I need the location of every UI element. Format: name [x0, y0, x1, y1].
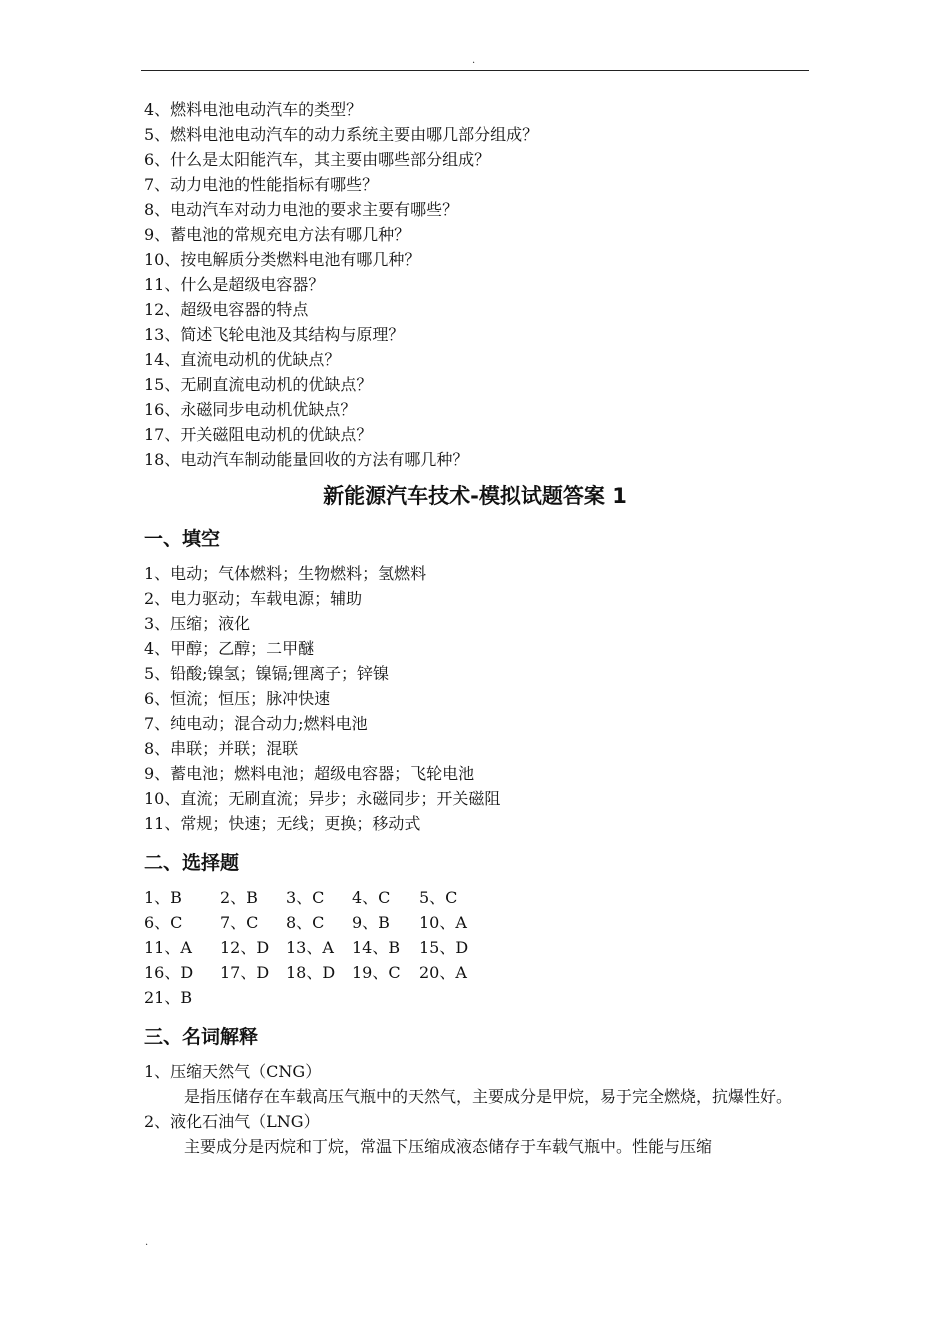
- choice-answer: 1、B: [144, 888, 182, 907]
- choice-answer: 20、A: [419, 963, 467, 982]
- choice-answer: 4、C: [352, 888, 391, 907]
- fill-answer: 10、直流；无刷直流；异步；永磁同步；开关磁阻: [144, 789, 501, 808]
- choice-row: [144, 985, 816, 1010]
- question-item: 7、动力电池的性能指标有哪些？: [144, 175, 379, 194]
- fill-answer: 3、压缩；液化: [144, 614, 251, 633]
- header-rule: [141, 70, 809, 71]
- question-item: 18、电动汽车制动能量回收的方法有哪几种？: [144, 450, 469, 469]
- fill-answer: 8、串联；并联；混联: [144, 739, 299, 758]
- fill-answer: 5、铅酸;镍氢；镍镉;锂离子；锌镍: [144, 664, 389, 683]
- choice-answer: 17、D: [220, 963, 270, 982]
- choice-answer: 19、C: [352, 963, 401, 982]
- choice-row: [144, 935, 816, 960]
- choice-answer: 2、B: [220, 888, 258, 907]
- term-definition: 是指压储存在车载高压气瓶中的天然气，主要成分是甲烷，易于完全燃烧，抗爆性好。: [184, 1087, 793, 1106]
- document-body: [144, 97, 816, 1159]
- question-item: 8、电动汽车对动力电池的要求主要有哪些？: [144, 200, 459, 219]
- fill-answer-list: [144, 561, 816, 836]
- question-item: 4、燃料电池电动汽车的类型？: [144, 100, 363, 119]
- choice-answer-grid: [144, 885, 816, 1010]
- question-item: 15、无刷直流电动机的优缺点？: [144, 375, 373, 394]
- question-item: 16、永磁同步电动机优缺点？: [144, 400, 357, 419]
- choice-answer: 6、C: [144, 913, 183, 932]
- fill-answer: 9、蓄电池；燃料电池；超级电容器；飞轮电池: [144, 764, 475, 783]
- question-item: 14、直流电动机的优缺点？: [144, 350, 341, 369]
- fill-answer: 1、电动；气体燃料；生物燃料；氢燃料: [144, 564, 427, 583]
- choice-answer: 10、A: [419, 913, 467, 932]
- choice-answer: 18、D: [286, 963, 336, 982]
- choice-answer: 3、C: [286, 888, 325, 907]
- choice-answer: 12、D: [220, 938, 270, 957]
- fill-heading: 一、填空: [144, 528, 221, 550]
- header-mark: .: [472, 55, 476, 66]
- choice-answer: 5、C: [419, 888, 458, 907]
- choice-row: [144, 910, 816, 935]
- question-item: 10、按电解质分类燃料电池有哪几种？: [144, 250, 421, 269]
- question-item: 9、蓄电池的常规充电方法有哪几种？: [144, 225, 411, 244]
- choice-heading: 二、选择题: [144, 852, 240, 874]
- question-item: 5、燃料电池电动汽车的动力系统主要由哪几部分组成？: [144, 125, 539, 144]
- question-item: 11、什么是超级电容器？: [144, 275, 325, 294]
- question-item: 13、简述飞轮电池及其结构与原理？: [144, 325, 405, 344]
- choice-answer: 9、B: [352, 913, 390, 932]
- choice-answer: 13、A: [286, 938, 334, 957]
- footer-mark: .: [145, 1237, 149, 1248]
- choice-answer: 21、B: [144, 988, 193, 1007]
- choice-answer: 11、A: [144, 938, 192, 957]
- question-item: 12、超级电容器的特点: [144, 300, 309, 319]
- term-title: 2、液化石油气（LNG）: [144, 1112, 320, 1131]
- fill-answer: 2、电力驱动；车载电源；辅助: [144, 589, 363, 608]
- fill-answer: 7、纯电动；混合动力;燃料电池: [144, 714, 368, 733]
- question-item: 17、开关磁阻电动机的优缺点？: [144, 425, 373, 444]
- choice-answer: 7、C: [220, 913, 259, 932]
- term-title: 1、压缩天然气（CNG）: [144, 1062, 322, 1081]
- choice-answer: 15、D: [419, 938, 469, 957]
- term-definition: 主要成分是丙烷和丁烷，常温下压缩成液态储存于车载气瓶中。性能与压缩: [184, 1137, 713, 1156]
- fill-answer: 11、常规；快速；无线；更换；移动式: [144, 814, 421, 833]
- fill-answer: 4、甲醇；乙醇；二甲醚: [144, 639, 315, 658]
- terms-heading: 三、名词解释: [144, 1026, 259, 1048]
- choice-row: [144, 960, 816, 985]
- choice-row: [144, 885, 816, 910]
- question-item: 6、什么是太阳能汽车，其主要由哪些部分组成？: [144, 150, 491, 169]
- term-definition-list: [144, 1059, 816, 1159]
- fill-answer: 6、恒流；恒压；脉冲快速: [144, 689, 331, 708]
- question-list: [144, 97, 816, 472]
- answer-title: 新能源汽车技术-模拟试题答案 1: [323, 484, 627, 508]
- choice-answer: 8、C: [286, 913, 325, 932]
- choice-answer: 14、B: [352, 938, 401, 957]
- choice-answer: 16、D: [144, 963, 194, 982]
